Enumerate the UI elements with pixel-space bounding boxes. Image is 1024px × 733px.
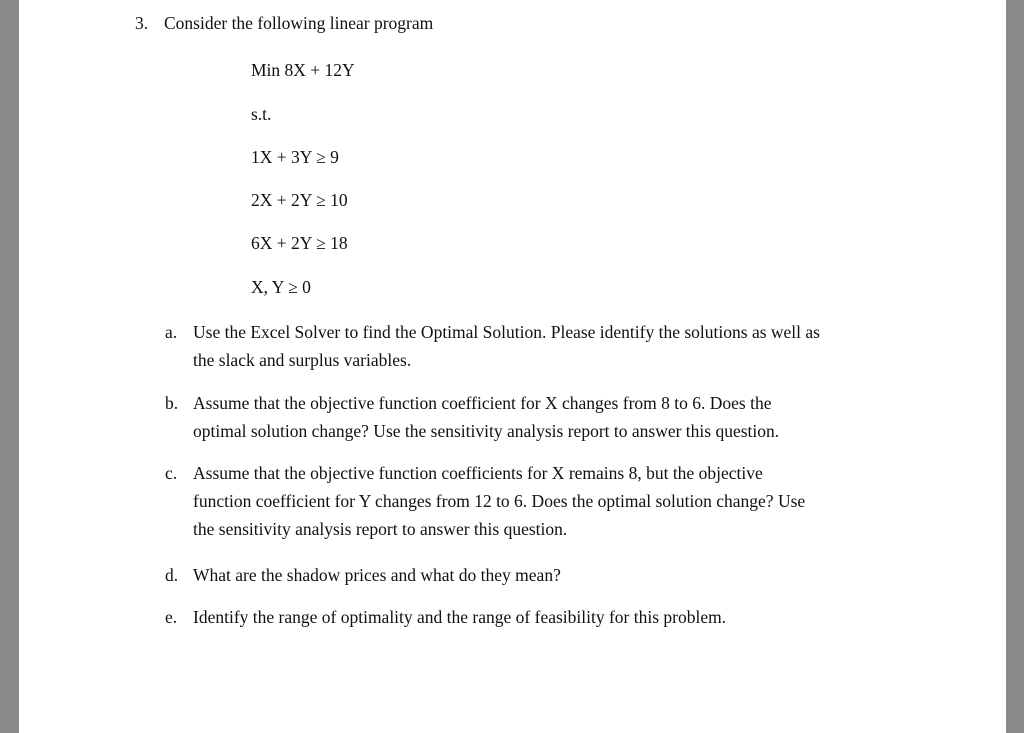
constraint-3: 6X + 2Y ≥ 18	[251, 233, 348, 253]
document-page	[19, 0, 1006, 733]
question-stem: Consider the following linear program	[164, 13, 434, 33]
subquestion-b-text	[193, 389, 923, 445]
subquestion-e-line: Identify the range of optimality and the range of feasibility for this problem.	[193, 607, 727, 627]
question-number: 3.	[135, 13, 149, 33]
subquestion-b-line: Assume that the objective function coefficient for X changes from 8 to 6. Does the	[193, 393, 772, 413]
constraint-2: 2X + 2Y ≥ 10	[251, 190, 348, 210]
subquestion-d-label: d.	[165, 565, 179, 585]
subquestion-d-line: What are the shadow prices and what do they mean?	[193, 565, 561, 585]
subquestion-a-label: a.	[165, 322, 178, 342]
subquestion-c-line: function coefficient for Y changes from 12 to 6. Does the optimal solution change? Use	[193, 491, 806, 511]
subquestion-b-line: optimal solution change? Use the sensitivity analysis report to answer this question.	[193, 421, 780, 441]
subquestion-b-label: b.	[165, 393, 179, 413]
subquestion-c-line: Assume that the objective function coefficients for X remains 8, but the objective	[193, 463, 763, 483]
subquestion-d-text	[193, 561, 923, 589]
nonnegativity-constraint: X, Y ≥ 0	[251, 277, 311, 297]
subquestion-e-text	[193, 603, 923, 631]
subquestion-e-label: e.	[165, 607, 178, 627]
subject-to-label: s.t.	[251, 104, 272, 124]
subquestion-c-label: c.	[165, 463, 178, 483]
subquestion-c-line: the sensitivity analysis report to answer this question.	[193, 519, 568, 539]
subquestion-c-text	[193, 459, 923, 543]
subquestion-a-text	[193, 318, 923, 374]
subquestion-a-line: Use the Excel Solver to find the Optimal Solution. Please identify the solutions as well as	[193, 322, 820, 342]
constraint-1: 1X + 3Y ≥ 9	[251, 147, 339, 167]
objective-function: Min 8X + 12Y	[251, 60, 355, 80]
subquestion-a-line: the slack and surplus variables.	[193, 350, 412, 370]
